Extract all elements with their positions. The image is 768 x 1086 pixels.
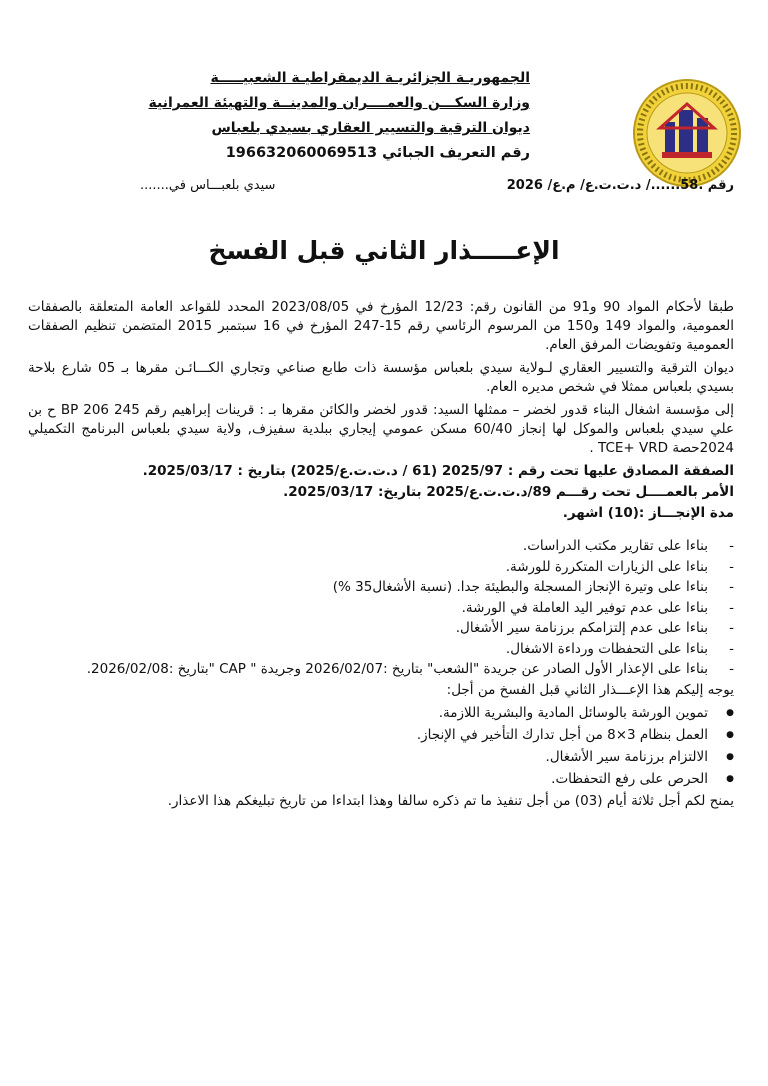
requirements-list (28, 704, 734, 789)
office-name: ديوان الترقية والتسيير العقاري بسيدي بلعباس (211, 120, 530, 136)
list-item: - بناءا على التحفظات ورداءة الاشغال. (28, 640, 708, 659)
ministry-name: وزارة السكـــن والعمــــران والمدينــة والتهيئة العمرانية (148, 95, 530, 111)
document-body (28, 298, 734, 815)
contract-deal: الصفقة المصادق عليها تحت رقم : 2025/97 (61 / د.ت.ت.ع/2025) بتاريخ : 2025/03/17. (142, 463, 734, 479)
list-item: ● الالتزام برزنامة سير الأشغال. (28, 748, 708, 767)
recipient-paragraph: إلى مؤسسة اشغال البناء قدور لخضر – ممثلها السيد: قدور لخضر والكائن مقرها بـ : قرينات إبراهيم رقم BP 206 245 ح بن علي سيدي بلعباس والموكل لها إنجاز 60/40 مسكن عمومي إيجاري ببلدية سفيزف, ولاية سيدي بلعباس البرنامج التكميلي 2024حصة TCE+ VRD . (28, 402, 735, 456)
list-item: ● تموين الورشة بالوسائل المادية والبشرية اللازمة. (28, 704, 708, 723)
list-item: - بناءا على تقارير مكتب الدراسات. (28, 537, 708, 556)
republic-name: الجمهوريـة الجزائريـة الديمقراطيـة الشعبيـــــة (210, 70, 530, 86)
office-seal-logo (632, 78, 742, 188)
tax-id: رقم التعريف الجبائي 196632060069513 (225, 145, 530, 161)
closing-paragraph: يمنح لكم أجل ثلاثة أيام (03) من أجل تنفيذ ما تم ذكره سالفا وهذا ابتداءا من تاريخ تبليغكم هذا الاعذار. (167, 792, 734, 809)
reference-line (0, 178, 768, 200)
letterhead (148, 70, 530, 170)
legal-basis-paragraph: طبقا لأحكام المواد 90 و91 من القانون رقم: 12/23 المؤرخ في 2023/08/05 المحدد للقواعد العامة المتعلقة بالصفقات العمومية، والمواد 149 و150 من المرسوم الرئاسي رقم 15-247 المؤرخ في 16 سبتمبر 2015 المتضمن تنظيم الصفقات العمومية وتفويضات المرفق العام. (28, 299, 735, 353)
work-order: الأمر بالعمــــل تحت رقـــم 89/د.ت.ت.ع/2025 بتاريخ: 2025/03/17. (283, 484, 734, 500)
document-title: الإعـــــذار الثاني قبل الفسخ (208, 236, 560, 265)
requirements-intro: يوجه إليكم هذا الإعـــذار الثاني قبل الفسخ من أجل: (446, 681, 734, 698)
place-date: سيدي بلعبـــاس في....... (140, 178, 276, 193)
completion-duration: مدة الإنجـــاز :(10) اشهر. (562, 505, 734, 521)
list-item: - بناءا على عدم إلتزامكم برزنامة سير الأشغال. (28, 619, 708, 638)
list-item: - بناءا على عدم توفير اليد العاملة في الورشة. (28, 599, 708, 618)
reasons-list (28, 537, 734, 679)
list-item: ● الحرص على رفع التحفظات. (28, 770, 708, 789)
reference-number: رقم .58....../ د.ت.ت.ع/ م.ع/ 2026 (506, 178, 734, 193)
list-item: ● العمل بنظام 3×8 من أجل تدارك التأخير في الإنجاز. (28, 726, 708, 745)
list-item: - بناءا على الزيارات المتكررة للورشة. (28, 558, 708, 577)
issuer-paragraph: ديوان الترقية والتسيير العقاري لـولاية سيدي بلعباس مؤسسة ذات طابع صناعي وتجاري الكـــائـن مقرها بـ 05 شارع بلاحة بسيدي بلعباس ممثلا في شخص مديره العام. (28, 360, 734, 395)
list-item: - بناءا على الإعذار الأول الصادر عن جريدة "الشعب" بتاريخ :2026/02/07 وجريدة " CAP "بتاريخ :2026/02/08. (28, 660, 708, 679)
list-item: - بناءا على وتيرة الإنجاز المسجلة والبطيئة جدا. (نسبة الأشغال35 %) (28, 578, 708, 597)
